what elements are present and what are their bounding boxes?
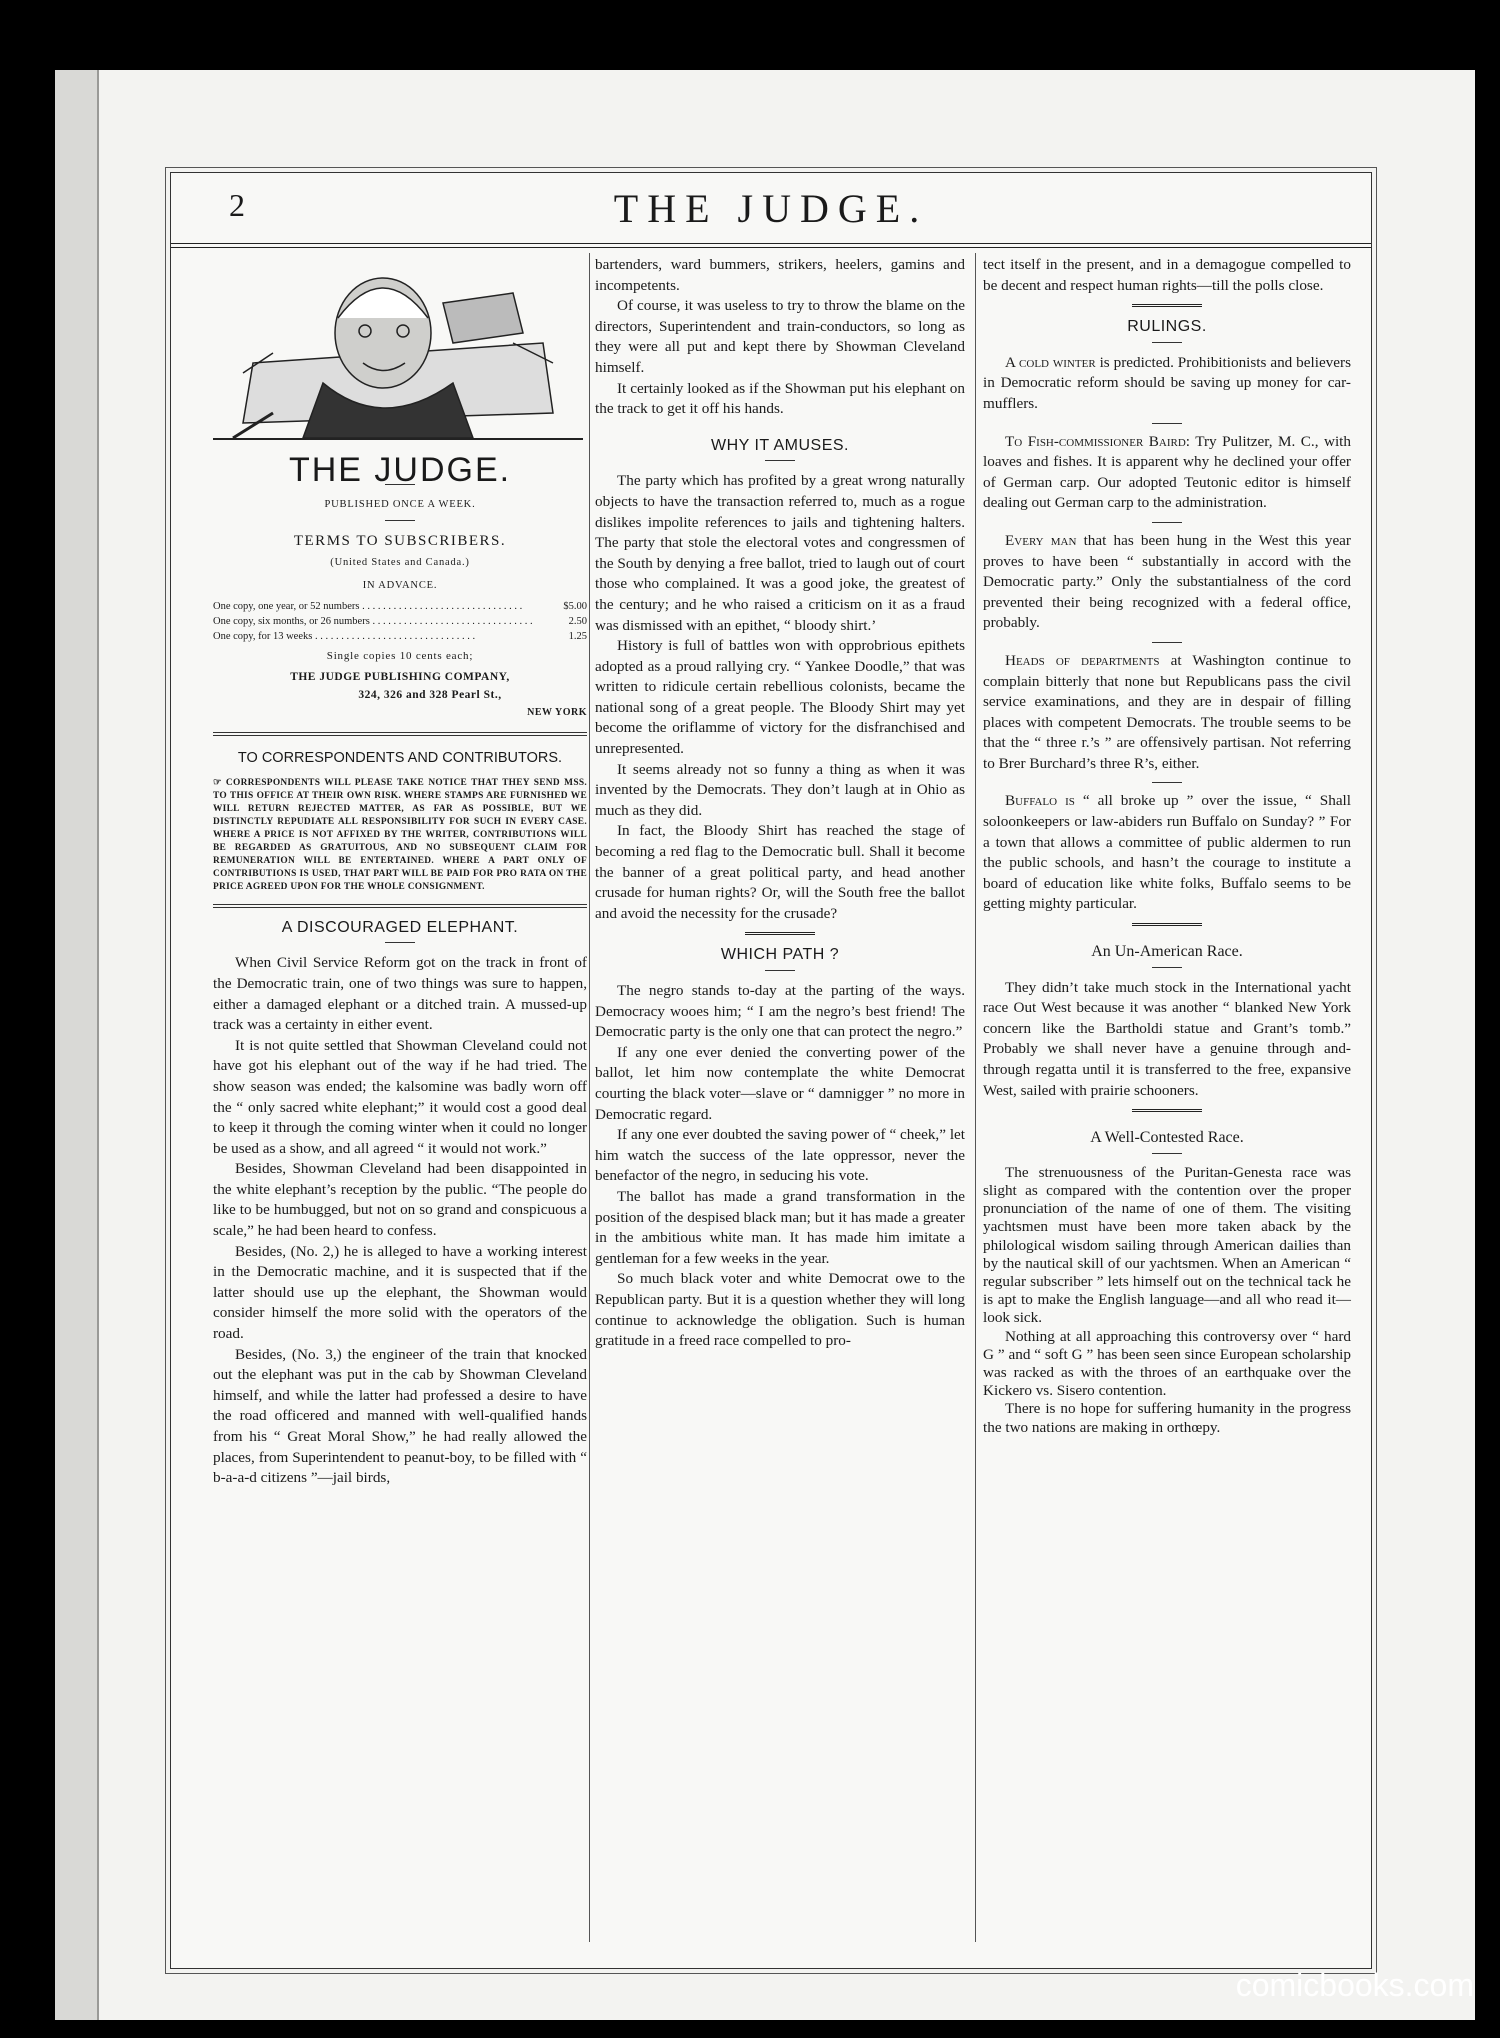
article-title: A Well-Contested Race. [1090,1129,1244,1147]
terms-advance: IN ADVANCE. [362,579,438,591]
article-paragraph: There is no hope for suffering humanity in the progress the two nations are making in orthœpy. [983,1400,1351,1436]
column-divider [975,253,976,1942]
divider [765,460,795,461]
article-paragraph: Of course, it was useless to try to throw the blame on the directors, Superintendent and train-conductors, so long as they were all put and kept there by Showman Cleveland himself. [595,297,965,376]
ruling-item: Heads of departments at Washington continue to complain bitterly that none but Republicans pass the civil service examinations, and they are in despair of filling places with competent Democrats. The trouble seems to be that the “ three r.’s ” are offensively partisan. Not referring to Brer Burchard’s three R’s, either. [983,651,1351,772]
ruling-item: Buffalo is “ all broke up ” over the issue, “ Shall soloonkeepers or law-abiders run Buffalo on Sunday? ” For a town that allows a committee of public aldermen to run the public schools, and hasn’t the courage to institute a board of education like white folks, Buffalo seems to be getting mighty particular. [983,792,1351,913]
article-paragraph: When Civil Service Reform got on the track in front of the Democratic train, one of two things was sure to happen, either a damaged elephant or a ditched train. A mussed-up track was a certainty in either event. [213,954,587,1034]
article-paragraph: In fact, the Bloody Shirt has reached the stage of becoming a red flag to the Democratic bull. Shall it become the banner of a great political party, and head another crusade for human rights? Or, will the South free the ballot and avoid the necessity for the crusade? [595,822,965,922]
section-rule [745,932,815,937]
article-paragraph: So much black voter and white Democrat owe to the Republican party. But it is a question whether they will long continue to acknowledge the obligation. Such is human gratitude in a freed race compelled to pro- [595,1270,965,1350]
newspaper-page [170,172,1372,1969]
article-paragraph: It is not quite settled that Showman Cleveland could not have got his elephant out of the way if he had tried. The show season was ended; the kalsomine was badly worn off the “ only sacred white elephant;” it would cost a good deal to keep it through the coming winter when it could no longer be used as a show, and all agreed “ it would not work.” [213,1036,587,1157]
price-row: One copy, six months, or 26 numbers . . . 2.50 [213,614,587,629]
colophon-title: THE JUDGE. [288,450,512,489]
section-rule [213,904,587,908]
article-paragraph: History is full of battles won with opprobrious epithets adopted as a proud rallying cry. “ Yankee Doodle,” that was written to ridicule certain rebellious colonists, became the national song of a great people. The Bloody Shirt may yet become the oriflamme of victory for the disfranchised and unrepresented. [595,637,965,758]
article-paragraph: The strenuousness of the Puritan-Genesta race was slight as compared with the contention over the proper pronunciation of the name of one of them. The visiting yachtsmen must have been more taken aback by the philological wisdom sailing through American dailies than by the nautical skill of our yachtsmen. When an American “ regular subscriber ” lets himself out on the technical tack he is apt to make the English language—and all who read it—look sick. [983,1163,1351,1327]
column-divider [589,253,590,1942]
column-2 [595,255,965,1352]
article-paragraph: They didn’t take much stock in the International yacht race Out West because it was another “ blanked New York concern like the Bartholdi statue and Grant’s tomb.” Probably we shall never have a genuine through and-through regatta until it is transferred to the free, expansive West, sailed with prairie schooners. [983,978,1351,1099]
divider [1152,1153,1182,1154]
binding-spine [55,70,99,2020]
single-copies-price: Single copies 10 cents each; [326,649,474,662]
article-paragraph: The negro stands to-day at the parting of the ways. Democracy wooes him; “ I am the negro’s best friend! The Democratic party is the only one that can protect the negro.” [595,982,965,1041]
page-number: 2 [229,187,245,223]
divider [1152,967,1182,968]
article-paragraph: If any one ever denied the converting power of the ballot, let him now contemplate the white Democrat courting the black voter—slave or “ damnigger ” no more in Democratic regard. [595,1043,965,1123]
article-paragraph: It certainly looked as if the Showman put his elephant on the track to get it off his hands. [595,379,965,418]
correspondents-notice: ☞ CORRESPONDENTS WILL PLEASE TAKE NOTICE THAT THEY SEND MSS. TO THIS OFFICE AT THEIR OWN RISK. WHERE STAMPS ARE FURNISHED WE WILL RETURN REJECTED MATTER, AS FAR AS POSSIBLE, BUT WE DISTINCTLY REPUDIATE ALL RESPONSIBILITY FOR SUCH IN EVERY CASE. WHERE A PRICE IS NOT AFFIXED BY THE WRITER, CONTRIBUTIONS WILL BE REGARDED AS GRATUITOUS, AND NO SUBSEQUENT CLAIM FOR REMUNERATION WILL BE ENTERTAINED. WHERE A PART ONLY OF CONTRIBUTIONS IS USED, THAT PART WILL BE PAID FOR PRO RATA ON THE PRICE AGREED UPON FOR THE WHOLE CONSIGNMENT. [213,777,587,892]
correspondents-title: TO CORRESPONDENTS AND CONTRIBUTORS. [237,750,563,767]
article-paragraph: The party which has profited by a great wrong naturally objects to have the transaction referred to, much as a rogue dislikes impolite references to jails and tightening halters. The party that stole the electoral votes and congressmen of the South by denying a free ballot, tried to laugh out of court those who complained. It was a good joke, the greatest of the century; and he who raised a criticism on it as a fraud was dismissed with an epithet, “ bloody shirt.’ [595,472,965,634]
article-paragraph: If any one ever doubted the saving power of “ cheek,” let him watch the success of the late oppressor, never the benefactor of the negro, in seducing his vote. [595,1126,965,1185]
article-paragraph: It seems already not so funny a thing as when it was invented by the Democrats. They don’t laugh at in Ohio as much as they did. [595,760,965,819]
article-title: An Un-American Race. [1091,943,1243,961]
article-title: WHICH PATH ? [720,946,840,964]
ruling-item: To Fish-commissioner Baird: Try Pulitzer, M. C., with loaves and fishes. It is apparent why he declined your offer of German carp. Our adopted Teutonic editor is himself dealing out German carp to the administration. [983,432,1351,512]
masthead-rule [171,243,1371,248]
price-row: One copy, one year, or 52 numbers . . . $5.00 [213,599,587,614]
judge-cartoon-illustration [213,263,583,443]
column-1 [213,255,587,1489]
publisher-address: 324, 326 and 328 Pearl St., [358,689,502,702]
masthead-title: THE JUDGE. [613,186,929,231]
article-paragraph: Nothing at all approaching this controversy over “ hard G ” and “ soft G ” has been seen since European scholarship was racked as with the throes of an earthquake over the Kickero vs. Sisero contention. [983,1327,1351,1400]
terms-region: (United States and Canada.) [330,557,470,569]
divider [1152,342,1182,343]
divider [1152,522,1182,523]
divider [765,970,795,971]
ruling-item: Every man that has been hung in the West this year proves to have been “ substantially in accord with the Democratic party.” Only the substantialness of the cord prevented their being recognized with a federal office, probably. [983,531,1351,632]
divider [385,942,415,943]
divider [385,520,415,521]
site-watermark: comicbooks.com [1235,1967,1474,2003]
price-row: One copy, for 13 weeks . . . 1.25 [213,629,587,644]
column-3 [983,255,1351,1437]
section-rule [1132,304,1202,309]
publication-frequency: PUBLISHED ONCE A WEEK. [324,499,476,511]
divider [1152,642,1182,643]
article-paragraph: Besides, (No. 3,) the engineer of the train that knocked out the elephant was put in the cab by Showman Cleveland himself, and while the latter had professed a desire to have the road officered and manned with well-qualified hands from his “ Great Moral Show,” he had really allowed the places, from Superintendent to peanut-boy, to be filled with “ b-a-a-d citizens ”—jail birds, [213,1345,587,1487]
article-paragraph: Besides, (No. 2,) he is alleged to have a working interest in the Democratic machine, and it is suspected that if the latter should use up the elephant, the Showman would consider himself the more solid with the operators of the road. [213,1242,587,1343]
section-title: RULINGS. [1127,318,1207,336]
article-paragraph: The ballot has made a grand transformation in the position of the despised black man; but it has made a greater in the ambitious white man. It has made him imitate a gentleman for a few weeks in the year. [595,1187,965,1267]
article-title: WHY IT AMUSES. [711,436,849,454]
divider [1152,423,1182,424]
divider [1152,782,1182,783]
section-rule [1132,923,1202,928]
terms-heading: TERMS TO SUBSCRIBERS. [293,532,507,549]
section-rule [1132,1109,1202,1114]
article-paragraph: Besides, Showman Cleveland had been disappointed in the white elephant’s reception by the public. “The people do like to be humbugged, but not on so grand and conspicuous a scale,” he had been heard to confess. [213,1160,587,1240]
article-title: A DISCOURAGED ELEPHANT. [281,918,519,936]
ruling-item: A cold winter is predicted. Prohibitionists and believers in Democratic reform should be saving up money for car-mufflers. [983,353,1351,412]
article-paragraph: tect itself in the present, and in a demagogue compelled to be decent and respect human rights—till the polls close. [983,256,1351,294]
section-rule [213,732,587,736]
publisher-name: THE JUDGE PUBLISHING COMPANY, [290,671,510,684]
publisher-city: NEW YORK [527,707,587,719]
article-paragraph: bartenders, ward bummers, strikers, heelers, gamins and incompetents. [595,256,965,294]
